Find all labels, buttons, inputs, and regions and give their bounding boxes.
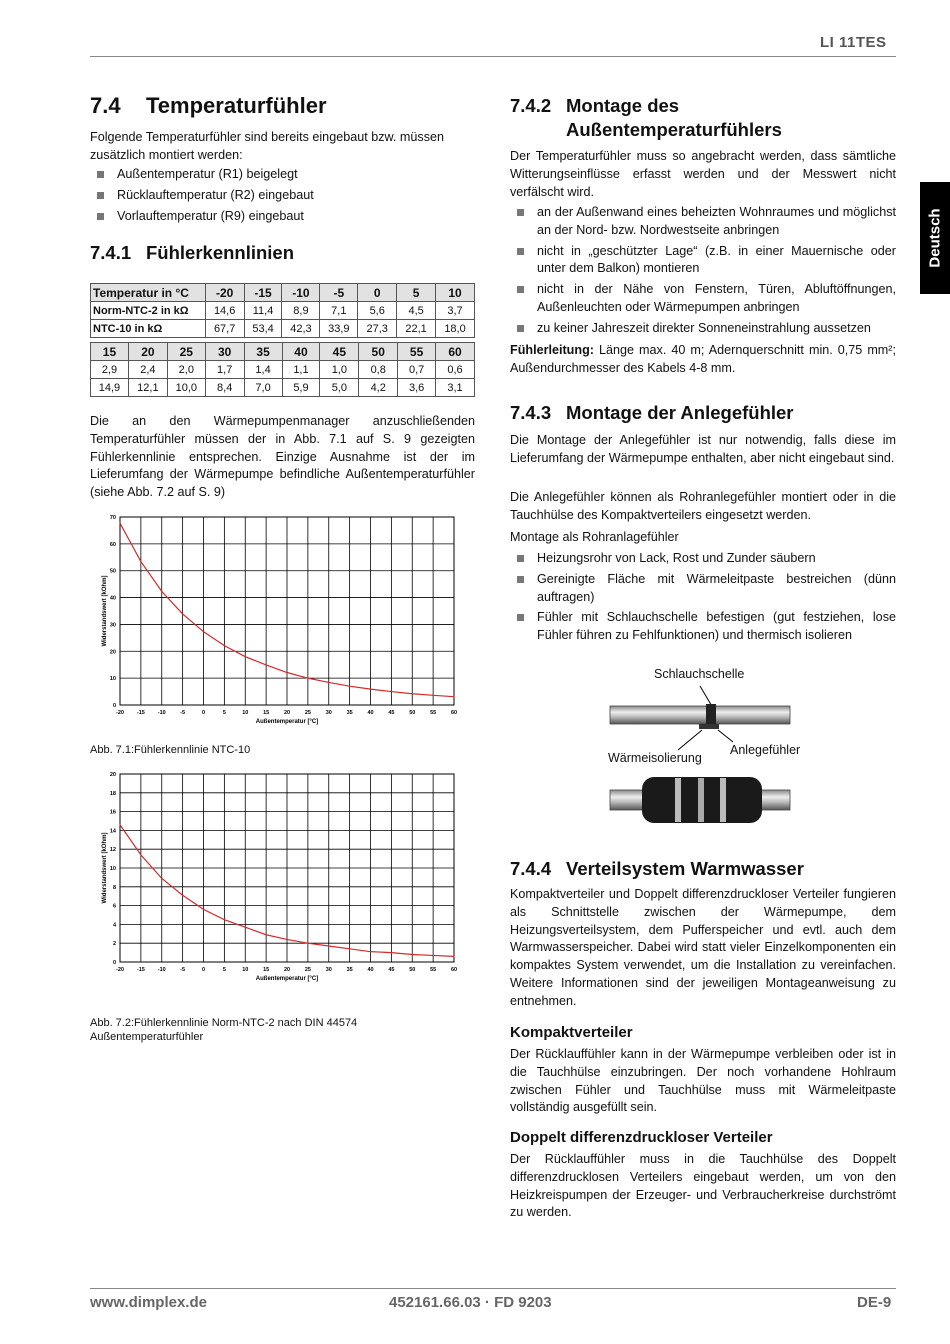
x-tick-label: -15 [136, 967, 145, 973]
x-tick-label: -15 [136, 710, 145, 716]
label-insulation: Wärmeisolierung [608, 751, 702, 765]
sensor-curve-table [90, 283, 475, 338]
table-cell: 67,7 [205, 320, 244, 338]
data-point [203, 631, 204, 632]
data-point [266, 934, 267, 935]
data-point [453, 696, 454, 697]
compact-distributor-heading: Kompaktverteiler [510, 1024, 633, 1041]
table-cell: 2,4 [128, 361, 167, 379]
list-item: Vorlauftemperatur (R9) eingebaut [90, 208, 475, 226]
x-tick-label: -5 [180, 967, 186, 973]
figure-caption-7-1: Abb. 7.1:Fühlerkennlinie NTC-10 [90, 744, 251, 756]
table-cell: 4,5 [397, 302, 436, 320]
y-tick-label: 0 [112, 960, 116, 966]
data-point [286, 672, 287, 673]
table-cell: 3,7 [436, 302, 475, 320]
table-header-row [91, 284, 475, 302]
table-cell: 60 [436, 343, 475, 361]
y-tick-label: 0 [112, 703, 116, 709]
table-cell: 0 [358, 284, 397, 302]
table-cell: 35 [244, 343, 282, 361]
table-cell: Temperatur in °C [91, 284, 206, 302]
table-cell: 14,6 [205, 302, 244, 320]
x-tick-label: 30 [325, 967, 332, 973]
x-tick-label: 20 [283, 710, 291, 716]
figure-caption-7-2: Abb. 7.2:Fühlerkennlinie Norm-NTC-2 nach DIN 44574 Außentemperaturfühler [90, 1017, 358, 1043]
y-axis-label: Widerstandswert [kOhm] [102, 575, 108, 647]
table-cell: 7,0 [244, 379, 282, 397]
table-cell: 5 [397, 284, 436, 302]
outdoor-sensor-list [510, 204, 896, 341]
sensor-list [90, 166, 475, 228]
table-cell: 27,3 [358, 320, 397, 338]
data-point [224, 645, 225, 646]
table-cell: 1,4 [244, 361, 282, 379]
footer-rule [90, 1288, 896, 1289]
table-cell: 14,9 [91, 379, 129, 397]
table-header-row [91, 343, 475, 361]
y-tick-label: 60 [109, 541, 116, 548]
list-item: Rücklauftemperatur (R2) eingebaut [90, 187, 475, 205]
section-number: 7.4.1 [90, 242, 132, 263]
x-tick-label: 15 [263, 710, 270, 716]
table-cell: 2,0 [167, 361, 205, 379]
list-item: zu keiner Jahreszeit direkter Sonneneinstrahlung aussetzen [510, 320, 896, 338]
list-item: an der Außenwand eines beheizten Wohnraumes und möglichst an der Nord- bzw. Nordwestseite anbringen [510, 204, 896, 240]
y-tick-label: 30 [109, 622, 116, 629]
data-point [349, 686, 350, 687]
y-tick-label: 10 [109, 676, 116, 683]
table-cell: 2,9 [91, 361, 129, 379]
section-number: 7.4.2 [510, 95, 552, 116]
table-row [91, 379, 475, 397]
y-tick-label: 40 [109, 595, 116, 602]
data-point [391, 952, 392, 953]
footer-doc-number: 452161.66.03 · FD 9203 [389, 1294, 552, 1311]
section-title-line2: Außentemperaturfühlers [566, 119, 782, 140]
section-title: Fühlerkennlinien [146, 242, 295, 263]
x-tick-label: -10 [157, 967, 166, 973]
data-point [370, 951, 371, 952]
data-point [391, 691, 392, 692]
table-cell: 18,0 [436, 320, 475, 338]
list-item: Heizungsrohr von Lack, Rost und Zunder säubern [510, 550, 896, 568]
y-tick-label: 8 [112, 884, 116, 891]
language-tab-label: Deutsch [926, 208, 944, 268]
table-cell: 25 [167, 343, 205, 361]
header-rule [90, 56, 896, 57]
table-cell: 50 [359, 343, 398, 361]
data-point [245, 656, 246, 657]
y-tick-label: 10 [109, 866, 116, 872]
x-tick-label: 25 [304, 710, 311, 716]
table-row [91, 320, 475, 338]
double-distributor-heading: Doppelt differenzdruckloser Verteiler [510, 1129, 773, 1146]
table-row [91, 361, 475, 379]
table-row [91, 302, 475, 320]
table-cell: 3,1 [436, 379, 475, 397]
pipe-sensor-illustration [600, 680, 800, 840]
section-7-4-heading [90, 93, 475, 119]
data-point [307, 943, 308, 944]
list-item: Außentemperatur (R1) beigelegt [90, 166, 475, 184]
section-title-line1: Montage des [566, 95, 680, 116]
table-cell: Norm-NTC-2 in kΩ [91, 302, 206, 320]
table-cell: 42,3 [282, 320, 320, 338]
section-7-4-3-p3: Montage als Rohranlagefühler [510, 530, 679, 544]
x-tick-label: 0 [201, 710, 206, 716]
compact-distributor-text: Der Rücklauffühler kann in der Wärmepumpe verbleiben oder ist in die Tauchhülse einzubringen. Der noch vorhandene Hohlraum zwischen Fühler und Tauchhülse muss mit Wärmeleitpaste vollständig ausgefüllt sein. [510, 1047, 896, 1115]
list-item: nicht in der Nähe von Fenstern, Türen, Abluftöffnungen, Außenleuchten oder Wärmepumpen anbringen [510, 281, 896, 317]
section-number: 7.4.3 [510, 402, 552, 423]
section-7-4-2-heading [510, 94, 896, 142]
y-tick-label: 14 [109, 828, 116, 835]
table-cell: 0,6 [436, 361, 475, 379]
x-tick-label: 50 [409, 967, 416, 973]
data-point [328, 682, 329, 683]
x-tick-label: 45 [388, 710, 395, 716]
double-distributor-text: Der Rücklauffühler muss in die Tauchhülse des Doppelt differenzdrucklosen Verteilers eingebaut werden, um von den Heizkreispumpen der Erzeuger- und Verbraucherkreise durchströmt zu werden. [510, 1152, 896, 1220]
document-model: LI 11TES [820, 34, 887, 51]
data-point [140, 854, 141, 855]
list-item: nicht in „geschützter Lage“ (z.B. in einer Mauernische oder unter dem Balkon) montieren [510, 243, 896, 279]
table-cell: 1,1 [282, 361, 320, 379]
table-cell: 33,9 [320, 320, 358, 338]
data-point [161, 878, 162, 879]
table-cell: 5,6 [358, 302, 397, 320]
table-cell: 8,9 [282, 302, 320, 320]
x-tick-label: 50 [409, 710, 416, 716]
list-item: Gereinigte Fläche mit Wärmeleitpaste bestreichen (dünn auftragen) [510, 571, 896, 607]
table-cell: 15 [91, 343, 129, 361]
x-tick-label: 35 [346, 967, 353, 973]
y-tick-label: 20 [109, 649, 116, 656]
table-cell: 5,9 [282, 379, 320, 397]
y-tick-label: 20 [109, 772, 116, 778]
footer-website-link[interactable]: www.dimplex.de [90, 1294, 207, 1311]
table-cell: -20 [205, 284, 244, 302]
x-tick-label: 0 [201, 967, 206, 973]
table-cell: 53,4 [244, 320, 282, 338]
section-7-4-3-heading [510, 402, 896, 424]
x-tick-label: -10 [157, 710, 166, 716]
x-tick-label: -20 [116, 710, 124, 716]
sensor-lead-text: Länge max. 40 m; Adernquerschnitt min. 0,75 mm²; Außendurchmesser des Kabels 4-8 mm. [510, 343, 896, 375]
section-7-4-3-p1: Die Montage der Anlegefühler ist nur notwendig, falls diese im Lieferumfang der Wärmepumpe enthalten, aber nicht eingebaut sind. [510, 433, 896, 465]
x-tick-label: 5 [222, 710, 226, 716]
x-tick-label: 55 [430, 967, 437, 973]
table-cell: 5,0 [320, 379, 359, 397]
data-point [433, 695, 434, 696]
y-axis-label: Widerstandswert [kOhm] [102, 832, 108, 904]
data-point [119, 824, 120, 825]
chart-ntc10 [92, 511, 472, 731]
section-7-4-4-text: Kompaktverteiler und Doppelt differenzdruckloser Verteiler fungieren als Schnittstelle zwischen der Wärmepumpe, dem Heizungsverteilsystem, dem Pufferspeicher und evtl. auch dem Warmwasserspeicher. Dabei wird statt vieler Einzelkomponenten ein kompaktes System verwendet, um die Installation zu vereinfachen. Weitere Informationen sind der jeweiligen Montageanweisung zu entnehmen. [510, 887, 896, 1008]
data-point [203, 909, 204, 910]
chart-ntc2 [92, 768, 472, 988]
data-point [412, 954, 413, 955]
data-point [119, 523, 120, 524]
table-cell: 4,2 [359, 379, 398, 397]
section-7-4-4-heading [510, 858, 896, 880]
table-cell: 30 [205, 343, 244, 361]
table-cell: 45 [320, 343, 359, 361]
data-point [412, 693, 413, 694]
section-7-4-3-p2: Die Anlegefühler können als Rohranlegefühler montiert oder in die Tauchhülse des Kompaktverteilers eingesetzt werden. [510, 490, 896, 522]
y-tick-label: 2 [112, 941, 116, 948]
table-cell: 7,1 [320, 302, 358, 320]
y-tick-label: 4 [112, 922, 116, 929]
data-point [349, 948, 350, 949]
x-tick-label: 30 [325, 710, 332, 716]
x-tick-label: 5 [222, 967, 226, 973]
table-cell: 0,8 [359, 361, 398, 379]
section-title: Montage der Anlegefühler [566, 402, 794, 423]
x-tick-label: 20 [283, 967, 291, 973]
label-hose-clamp: Schlauchschelle [654, 667, 745, 681]
table-cell: -5 [320, 284, 358, 302]
footer-page-number: DE-9 [857, 1294, 892, 1311]
language-tab [920, 182, 950, 294]
section-number: 7.4 [90, 93, 121, 118]
data-point [328, 945, 329, 946]
data-point [286, 939, 287, 940]
list-item: Fühler mit Schlauchschelle befestigen (gut festziehen, lose Fühler führen zu Fehlfunktionen) und thermisch isolieren [510, 609, 896, 645]
sensor-lead-label: Fühlerleitung: [510, 343, 594, 357]
table-cell: 0,7 [398, 361, 436, 379]
x-tick-label: 60 [450, 710, 458, 716]
table-cell: 11,4 [244, 302, 282, 320]
section-title: Verteilsystem Warmwasser [566, 858, 804, 879]
table-cell: 40 [282, 343, 320, 361]
table-cell: 55 [398, 343, 436, 361]
data-point [307, 678, 308, 679]
data-point [245, 927, 246, 928]
data-point [182, 895, 183, 896]
section-7-4-1-heading [90, 242, 475, 264]
x-tick-label: 10 [242, 967, 249, 973]
x-tick-label: -5 [180, 710, 186, 716]
data-point [453, 956, 454, 957]
table-cell: 1,0 [320, 361, 359, 379]
label-contact-sensor: Anlegefühler [730, 743, 801, 757]
sensor-lead-spec [510, 342, 896, 378]
sensor-curve-text: Die an den Wärmepumpenmanager anzuschließenden Temperaturfühler müssen der in Abb. 7.1 auf S. 9 gezeigten Fühlerkennlinie entsprechen. Einzige Ausnahme ist der im Lieferumfang der Wärmepumpe befindliche Außentemperaturfühler (siehe Abb. 7.2 auf S. 9) [90, 414, 475, 500]
data-point [161, 591, 162, 592]
x-tick-label: 35 [346, 710, 353, 716]
x-tick-label: 45 [388, 967, 395, 973]
x-axis-label: Außentemperatur [°C] [255, 719, 319, 725]
table-cell: 12,1 [128, 379, 167, 397]
data-point [266, 664, 267, 665]
y-tick-label: 6 [112, 903, 116, 910]
x-tick-label: 15 [263, 967, 270, 973]
x-axis-label: Außentemperatur [°C] [255, 976, 319, 982]
y-tick-label: 70 [109, 515, 116, 521]
x-tick-label: 10 [242, 710, 249, 716]
data-point [224, 919, 225, 920]
table-cell: 3,6 [398, 379, 436, 397]
x-tick-label: 40 [367, 967, 374, 973]
x-tick-label: -20 [116, 967, 124, 973]
x-tick-label: 55 [430, 710, 437, 716]
table-cell: 20 [128, 343, 167, 361]
table-cell: 22,1 [397, 320, 436, 338]
table-cell: 8,4 [205, 379, 244, 397]
y-tick-label: 18 [109, 790, 116, 797]
table-cell: 1,7 [205, 361, 244, 379]
x-tick-label: 60 [450, 967, 458, 973]
contact-sensor-list [510, 550, 896, 648]
data-point [370, 689, 371, 690]
x-tick-label: 40 [367, 710, 374, 716]
data-point [433, 955, 434, 956]
y-tick-label: 16 [109, 809, 116, 816]
table-cell: NTC-10 in kΩ [91, 320, 206, 338]
x-tick-label: 25 [304, 967, 311, 973]
table-cell: 10 [436, 284, 475, 302]
y-tick-label: 50 [109, 568, 116, 575]
table-cell: -15 [244, 284, 282, 302]
table-cell: -10 [282, 284, 320, 302]
section-title: Temperaturfühler [146, 93, 327, 118]
y-tick-label: 12 [109, 847, 116, 854]
section-7-4-intro: Folgende Temperaturfühler sind bereits eingebaut bzw. müssen zusätzlich montiert werden: [90, 130, 445, 162]
data-point [182, 613, 183, 614]
data-point [140, 561, 141, 562]
sensor-curve-table-continued [90, 342, 475, 397]
section-7-4-2-intro: Der Temperaturfühler muss so angebracht werden, dass sämtliche Witterungseinflüsse erfasst werden und der Messwert nicht verfälscht wird. [510, 149, 896, 199]
section-number: 7.4.4 [510, 858, 552, 879]
table-cell: 10,0 [167, 379, 205, 397]
